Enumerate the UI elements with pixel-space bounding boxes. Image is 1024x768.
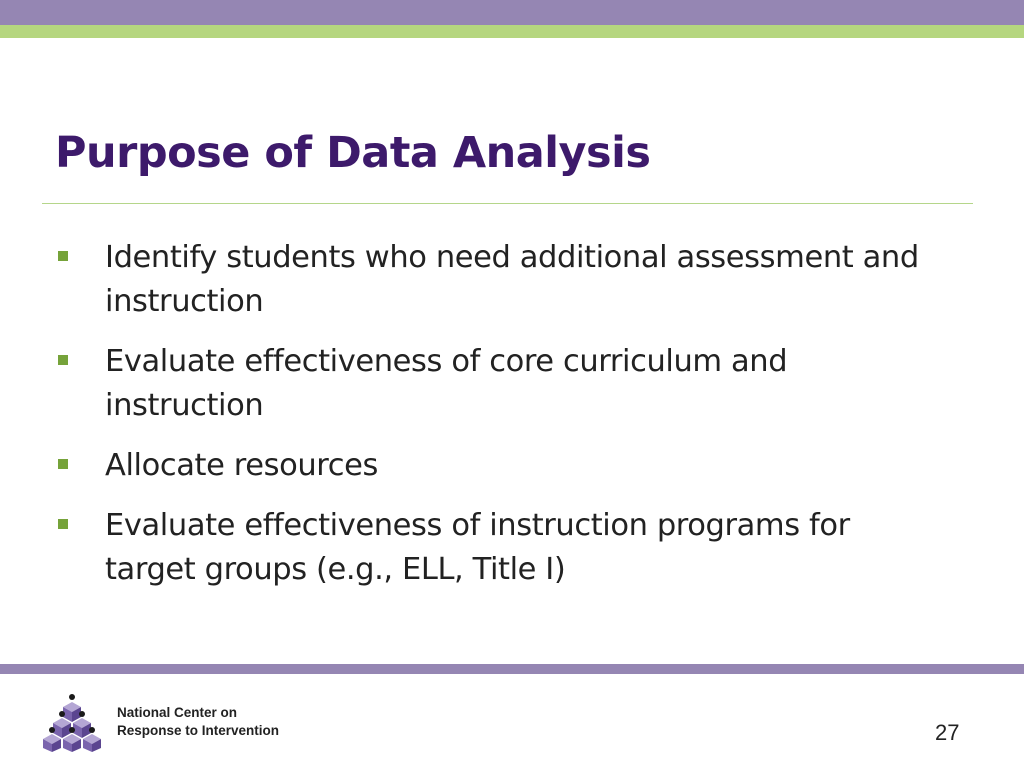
- top-accent-bar-green: [0, 25, 1024, 38]
- bullet-list: [58, 236, 938, 608]
- bullet-item: [58, 444, 938, 488]
- bullet-text: Allocate resources: [105, 448, 378, 483]
- title-divider: [42, 203, 973, 204]
- square-bullet-icon: [58, 251, 68, 261]
- bullet-item: [58, 236, 938, 324]
- slide-title: Purpose of Data Analysis: [55, 128, 651, 178]
- footer-divider-bar: [0, 664, 1024, 674]
- bullet-text: Identify students who need additional assessment and instruction: [105, 240, 919, 319]
- organization-name: [117, 704, 279, 740]
- bullet-item: [58, 504, 938, 592]
- organization-name-line-2: Response to Intervention: [117, 723, 280, 738]
- bullet-item: [58, 340, 938, 428]
- square-bullet-icon: [58, 459, 68, 469]
- top-accent-bar-purple: [0, 0, 1024, 25]
- bullet-text: Evaluate effectiveness of instruction programs for target groups (e.g., ELL, Title I): [105, 508, 850, 587]
- square-bullet-icon: [58, 519, 68, 529]
- bullet-text: Evaluate effectiveness of core curriculum and instruction: [105, 344, 788, 423]
- organization-name-line-1: National Center on: [117, 705, 238, 720]
- page-number: 27: [935, 720, 960, 745]
- stacked-cubes-logo-icon: [40, 692, 104, 752]
- square-bullet-icon: [58, 355, 68, 365]
